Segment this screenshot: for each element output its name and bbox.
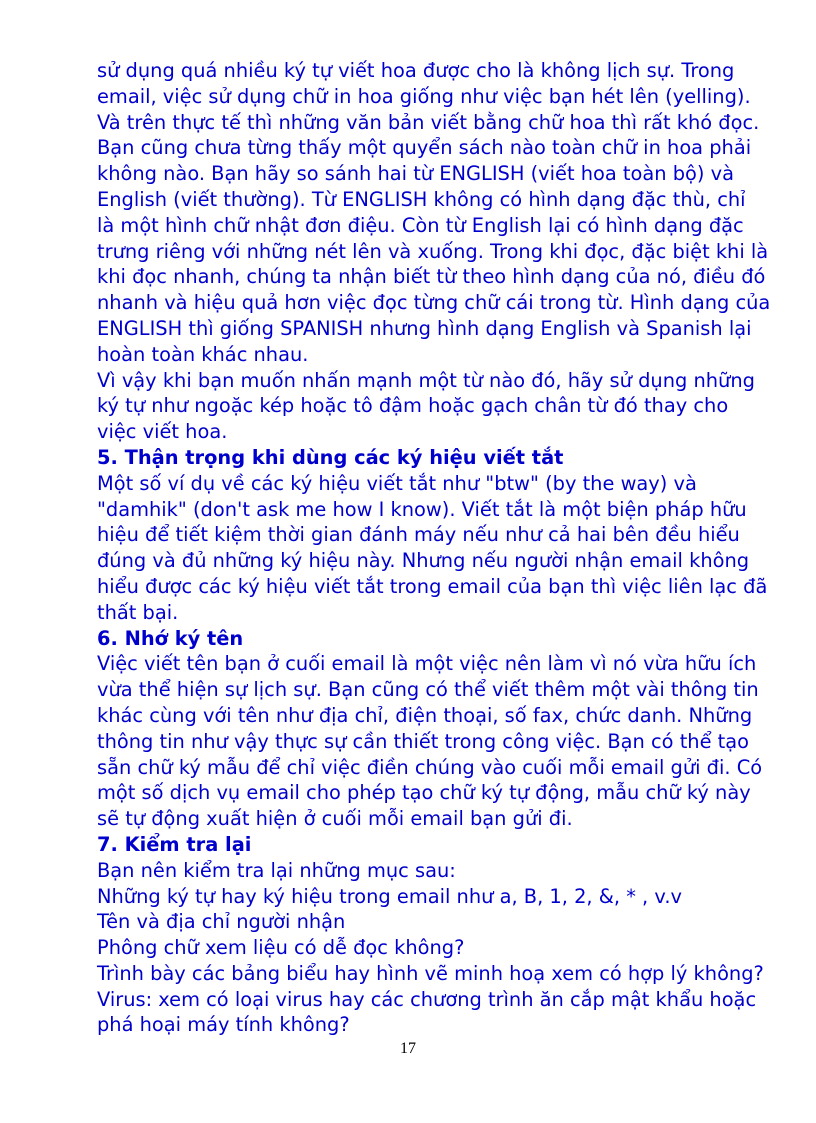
text-line: hiểu được các ký hiệu viết tắt trong email của bạn thì việc liên lạc đã bbox=[97, 574, 768, 598]
section-heading-7: 7. Kiểm tra lại bbox=[97, 832, 252, 856]
text-line: nhanh và hiệu quả hơn việc đọc từng chữ cái trong từ. Hình dạng của bbox=[97, 291, 771, 315]
text-line: sẵn chữ ký mẫu để chỉ việc điền chúng vào cuối mỗi email gửi đi. Có bbox=[97, 755, 763, 779]
text-line: sẽ tự động xuất hiện ở cuối mỗi email bạn gửi đi. bbox=[97, 807, 573, 831]
text-line: thông tin như vậy thực sự cần thiết trong công việc. Bạn có thể tạo bbox=[97, 729, 750, 753]
text-line: Những ký tự hay ký hiệu trong email như a, B, 1, 2, &, * , v.v bbox=[97, 884, 682, 908]
paragraph-checklist bbox=[97, 858, 787, 1039]
text-line: ENGLISH thì giống SPANISH nhưng hình dạng English và Spanish lại bbox=[97, 316, 752, 340]
paragraph-signature bbox=[97, 651, 787, 832]
text-line: Vì vậy khi bạn muốn nhấn mạnh một từ nào đó, hãy sử dụng những bbox=[97, 368, 755, 392]
text-line: phá hoại máy tính không? bbox=[97, 1013, 350, 1037]
text-line: Một số ví dụ về các ký hiệu viết tắt như "btw" (by the way) và bbox=[97, 471, 697, 495]
text-line: Virus: xem có loại virus hay các chương trình ăn cắp mật khẩu hoặc bbox=[97, 987, 757, 1011]
section-heading-6: 6. Nhớ ký tên bbox=[97, 626, 244, 650]
text-line: Tên và địa chỉ người nhận bbox=[97, 910, 346, 934]
text-line: ký tự như ngoặc kép hoặc tô đậm hoặc gạch chân từ đó thay cho bbox=[97, 394, 729, 418]
text-line: trưng riêng với những nét lên và xuống. Trong khi đọc, đặc biệt khi là bbox=[97, 239, 769, 263]
text-line: hiệu để tiết kiệm thời gian đánh máy nếu như cả hai bên đều hiểu bbox=[97, 523, 740, 547]
page-number: 17 bbox=[400, 1040, 416, 1057]
text-line: khi đọc nhanh, chúng ta nhận biết từ theo hình dạng của nó, điều đó bbox=[97, 265, 766, 289]
text-line: English (viết thường). Từ ENGLISH không có hình dạng đặc thù, chỉ bbox=[97, 187, 746, 211]
text-line: Trình bày các bảng biểu hay hình vẽ minh hoạ xem có hợp lý không? bbox=[97, 961, 764, 985]
text-line: hoàn toàn khác nhau. bbox=[97, 342, 309, 366]
paragraph-uppercase-usage bbox=[97, 58, 787, 368]
text-line: Và trên thực tế thì những văn bản viết bằng chữ hoa thì rất khó đọc. bbox=[97, 110, 760, 134]
section-heading-5: 5. Thận trọng khi dùng các ký hiệu viết tắt bbox=[97, 445, 564, 469]
text-line: một số dịch vụ email cho phép tạo chữ ký tự động, mẫu chữ ký này bbox=[97, 781, 751, 805]
text-line: vừa thể hiện sự lịch sự. Bạn cũng có thể viết thêm một vài thông tin bbox=[97, 678, 759, 702]
text-line: đúng và đủ những ký hiệu này. Nhưng nếu người nhận email không bbox=[97, 549, 750, 573]
paragraph-abbreviations bbox=[97, 471, 787, 626]
text-line: sử dụng quá nhiều ký tự viết hoa được cho là không lịch sự. Trong bbox=[97, 59, 735, 82]
document-body bbox=[97, 58, 787, 1038]
text-line: việc viết hoa. bbox=[97, 420, 228, 444]
text-line: Phông chữ xem liệu có dễ đọc không? bbox=[97, 936, 465, 960]
text-line: Bạn nên kiểm tra lại những mục sau: bbox=[97, 858, 456, 882]
text-line: Việc viết tên bạn ở cuối email là một việc nên làm vì nó vừa hữu ích bbox=[97, 652, 757, 676]
text-line: email, việc sử dụng chữ in hoa giống như việc bạn hét lên (yelling). bbox=[97, 84, 751, 108]
paragraph-emphasis-advice bbox=[97, 368, 787, 445]
text-line: thất bại. bbox=[97, 600, 179, 624]
text-line: "damhik" (don't ask me how I know). Viết tắt là một biện pháp hữu bbox=[97, 497, 747, 521]
text-line: khác cùng với tên như địa chỉ, điện thoại, số fax, chức danh. Những bbox=[97, 703, 753, 727]
text-line: Bạn cũng chưa từng thấy một quyển sách nào toàn chữ in hoa phải bbox=[97, 136, 752, 160]
text-line: không nào. Bạn hãy so sánh hai từ ENGLISH (viết hoa toàn bộ) và bbox=[97, 162, 734, 186]
text-line: là một hình chữ nhật đơn điệu. Còn từ English lại có hình dạng đặc bbox=[97, 213, 744, 237]
